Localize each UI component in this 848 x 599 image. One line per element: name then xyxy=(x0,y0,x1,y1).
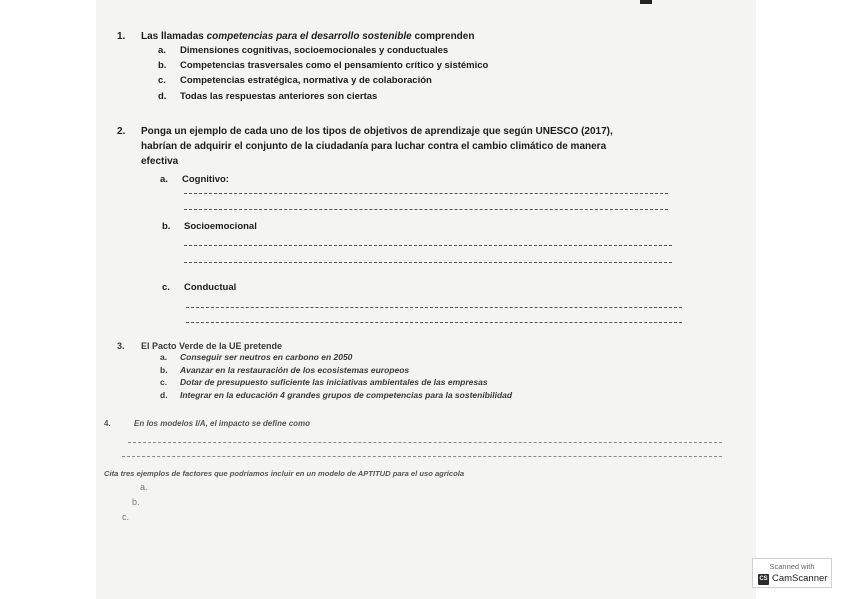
question-text-pre: Las llamadas xyxy=(141,31,207,42)
question-text: Cita tres ejemplos de factores que podríamos incluir en un modelo de APTITUD para el uso agrícola xyxy=(104,469,465,478)
q1-option-b xyxy=(158,59,488,72)
option-letter: b. xyxy=(158,60,167,71)
q3-option-d xyxy=(160,389,512,402)
q1-option-c xyxy=(158,74,432,87)
question-2-line-1 xyxy=(117,125,613,139)
part-label: Socioemocional xyxy=(184,221,257,232)
question-text-emphasis: competencias para el desarrollo sostenible xyxy=(206,31,412,42)
camscanner-logo-icon: CS xyxy=(758,574,769,585)
watermark-brand: CamScanner xyxy=(772,573,828,584)
option-letter: d. xyxy=(158,91,167,102)
question-number: 4. xyxy=(104,419,111,428)
option-text: Competencias estratégica, normativa y de colaboración xyxy=(180,75,432,86)
question-5 xyxy=(104,467,464,481)
option-text: Conseguir ser neutros en carbono en 2050 xyxy=(180,352,353,362)
option-text: Avanzar en la restauración de los ecosistemas europeos xyxy=(180,365,410,375)
option-text: Dimensiones cognitivas, socioemocionales y conductuales xyxy=(180,45,449,56)
q1-option-d xyxy=(158,90,377,103)
option-letter: b. xyxy=(160,365,168,375)
option-letter: c. xyxy=(160,377,168,387)
question-4 xyxy=(104,417,310,431)
item-letter: b. xyxy=(132,497,140,507)
question-text: En los modelos I/A, el impacto se define como xyxy=(134,419,311,428)
option-letter: c. xyxy=(158,75,166,86)
scan-edge-mark xyxy=(640,0,652,4)
part-letter: a. xyxy=(160,174,168,185)
option-letter: d. xyxy=(160,390,168,400)
q5-item-c xyxy=(122,512,129,522)
answer-line[interactable] xyxy=(184,262,672,263)
part-label: Conductual xyxy=(184,282,237,293)
option-text: Competencias trasversales como el pensamiento crítico y sistémico xyxy=(180,60,489,71)
option-text: Integrar en la educación 4 grandes grupos de competencias para la sostenibilidad xyxy=(180,390,513,400)
option-text: Dotar de presupuesto suficiente las iniciativas ambientales de las empresas xyxy=(180,377,488,387)
part-letter: b. xyxy=(162,221,171,232)
answer-line[interactable] xyxy=(186,322,682,323)
camscanner-watermark xyxy=(752,558,832,588)
answer-line[interactable] xyxy=(184,245,672,246)
question-1 xyxy=(117,30,474,44)
question-text: Ponga un ejemplo de cada uno de los tipos de objetivos de aprendizaje que según UNESCO (2017), xyxy=(141,126,613,137)
answer-line[interactable] xyxy=(184,209,668,210)
q5-item-a xyxy=(140,482,148,492)
option-letter: a. xyxy=(160,352,168,362)
option-letter: a. xyxy=(158,45,166,56)
option-text: Todas las respuestas anteriores son ciertas xyxy=(180,91,378,102)
item-letter: a. xyxy=(140,482,148,492)
q2-part-b xyxy=(162,220,257,233)
part-letter: c. xyxy=(162,282,170,293)
q3-option-a xyxy=(160,351,352,364)
q5-item-b xyxy=(132,497,140,507)
answer-line[interactable] xyxy=(184,193,668,194)
question-2-line-2: habrían de adquirir el conjunto de la ciudadanía para luchar contra el cambio climático de manera xyxy=(141,141,607,152)
q2-part-c xyxy=(162,281,236,294)
answer-line[interactable] xyxy=(128,442,722,443)
part-label: Cognitivo: xyxy=(182,174,229,185)
answer-line[interactable] xyxy=(122,456,722,457)
answer-line[interactable] xyxy=(186,307,682,308)
question-number: 3. xyxy=(117,341,125,351)
question-2-line-3: efectiva xyxy=(141,156,179,167)
watermark-caption: Scanned with xyxy=(769,562,815,571)
question-text: El Pacto Verde de la UE pretende xyxy=(141,341,283,351)
item-letter: c. xyxy=(122,512,130,522)
q1-option-a xyxy=(158,44,448,57)
q3-option-c xyxy=(160,376,488,389)
question-number: 1. xyxy=(117,31,126,42)
question-number: 2. xyxy=(117,126,126,137)
question-text-post: comprenden xyxy=(411,31,475,42)
q2-part-a xyxy=(160,173,229,186)
